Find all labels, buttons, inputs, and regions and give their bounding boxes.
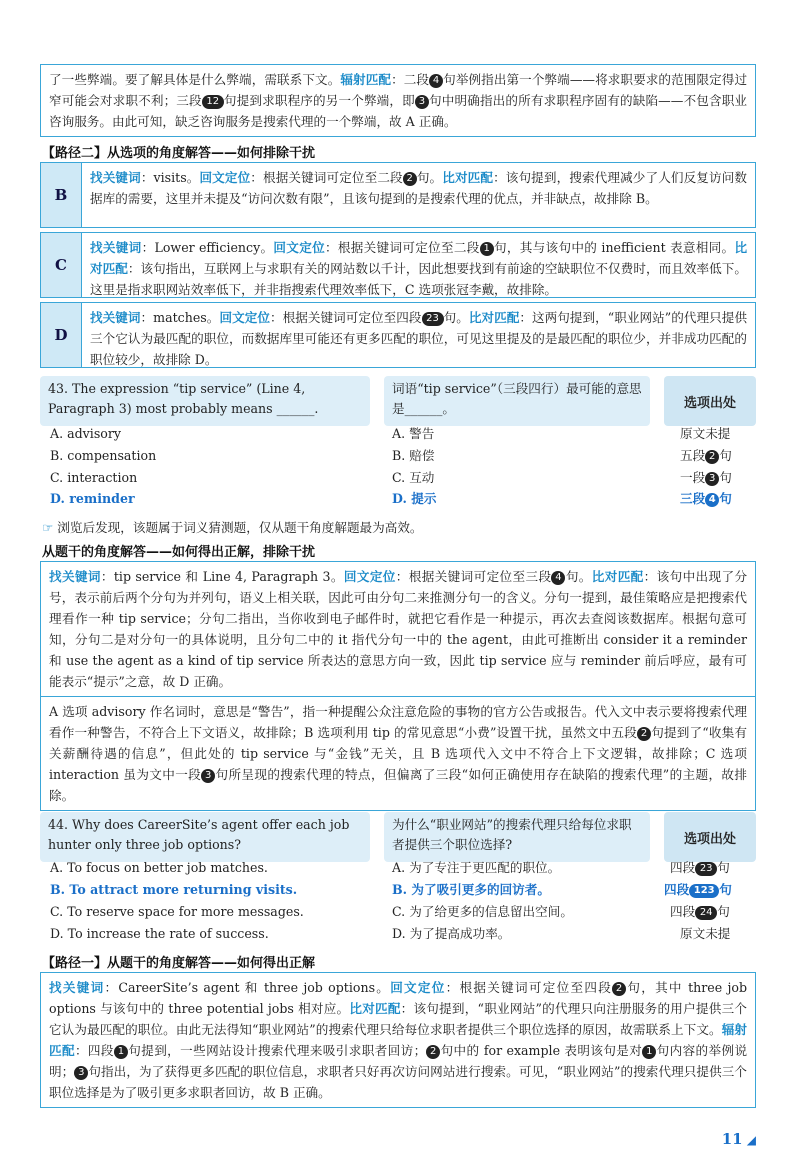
q43-stem-header: 从题干的角度解答——如何得出正解，排除干扰 <box>42 545 316 560</box>
option-b-row <box>40 162 756 228</box>
option-letter: C <box>41 233 82 297</box>
page-number: 11 ◢ <box>721 1130 756 1148</box>
q44-option-d-zh: D. 为了提高成功率。 <box>392 926 511 941</box>
q44-option-c-en: C. To reserve space for more messages. <box>50 904 304 919</box>
q44-option-c-zh: C. 为了给更多的信息留出空间。 <box>392 904 573 919</box>
option-source-header: 选项出处 <box>664 812 756 862</box>
q43-source-d: 三段 4 句 <box>680 491 732 506</box>
sentence-number: 4 <box>429 74 443 88</box>
sentence-number: 3 <box>415 95 429 109</box>
route2-header: 【路径二】从选项的角度解答——如何排除干扰 <box>42 146 316 161</box>
option-letter: B <box>41 163 82 227</box>
question-43-zh: 词语“tip service”（三段四行）最可能的意思是______。 <box>384 376 650 426</box>
q44-source-a: 四段 23 句 <box>670 860 730 875</box>
book-icon: ◢ <box>742 1133 756 1147</box>
pointing-hand-icon: ☞ <box>42 520 58 535</box>
q44-option-d-en: D. To increase the rate of success. <box>50 926 269 941</box>
q43-analysis-para2: A 选项 advisory 作名词时，意思是“警告”，指一种提醒公众注意危险的事物的官方公告或报告。代入文中表示要将搜索代理看作一种警告，不符合上下文语义，故排除；B 选项利用 tip 的常见意思“小费”设置干扰，虽然文中五段 2 句提到了“收集有关薪酬待遇的信息”，但此处的 tip service 与“金钱”无关，且 B 选项代入文中不符合上下文逻辑，故排除；C 选项 interaction 虽为文中一段 3 句所呈现的搜索代理的特点，但偏离了三段“如何正确使用存在缺陷的搜索代理”的主题，故排除。 <box>49 704 747 803</box>
route1-header: 【路径一】从题干的角度解答——如何得出正解 <box>42 956 316 971</box>
q43-option-d-zh: D. 提示 <box>392 491 437 506</box>
q44-source-c: 四段 24 句 <box>670 904 730 919</box>
continuation-paragraph: 了一些弊端。要了解具体是什么弊端，需联系下文。辐射匹配：二段 4 句举例指出第一个弊端——将求职要求的范围限定得过窄可能会对求职不利；三段 12 句提到求职程序的另一个弊端，即 3 句中明确指出的所有求职程序固有的缺陷——不包含职业咨询服务。由此可知，缺乏咨询服务是搜索代理的一个弊端，故 A 正确。 <box>49 72 748 129</box>
q44-source-d: 原文未提 <box>680 926 731 941</box>
q43-source-c: 一段 3 句 <box>680 470 732 485</box>
q44-analysis-para: 找关键词：CareerSite’s agent 和 three job options。回文定位：根据关键词可定位至四段 2 句，其中 three job options 与该句中的 three potential jobs 相对应。比对匹配：该句提到，“职业网站”的代理只向注册服务的用户提供三个它认为最匹配的职位。由此无法得知“职业网站”的搜索代理只给每位求职者提供三个职位选择的原因，故需联系上下文。辐射匹配：四段 1 句提到，一些网站设计搜索代理来吸引求职者回访； 2 句中的 for example 表明该句是对 1 句内容的举例说明； 3 句指出，为了获得更多匹配的职位信息，求职者只好再次访问网站进行搜索。可见，“职业网站”的搜索代理只提供三个职位选择是为了吸引更多求职者回访，故 B 正确。 <box>49 980 748 1100</box>
q43-option-a-zh: A. 警告 <box>392 426 435 441</box>
q43-source-a: 原文未提 <box>680 426 731 441</box>
q43-analysis-para1: 找关键词：tip service 和 Line 4, Paragraph 3。回文定位：根据关键词可定位至三段 4 句。比对匹配：该句中出现了分号，表示前后两个分句为并列句，语义上相关联，因此可由分句二来推测分句一的含义。分句一提到，最佳策略应是把搜索代理看作一种 tip service；分句二指出，当你收到电子邮件时，就把它看作是一种提示，再次去查阅该数据库。根据句意可知，分句二是对分句一的具体说明，且分句二中的 it 指代分句一中的 the agent，由此可推断出 consider it a reminder 和 use the agent as a kind of tip service 所表达的意思方向一致，因此 tip service 应与 reminder 前后呼应，最有可能表示“提示”之意，故 D 正确。 <box>49 569 748 689</box>
q43-option-c-en: C. interaction <box>50 470 138 485</box>
q44-analysis-box <box>40 972 756 1108</box>
q43-note: ☞ 浏览后发现，该题属于词义猜测题，仅从题干角度解题最为高效。 <box>42 520 423 535</box>
q43-option-b-zh: B. 赔偿 <box>392 448 435 463</box>
q44-option-b-zh: B. 为了吸引更多的回访者。 <box>392 882 550 897</box>
question-43-header <box>40 376 756 430</box>
option-c-row <box>40 232 756 298</box>
option-letter: D <box>41 303 82 367</box>
q44-source-b: 四段 123 句 <box>664 882 732 897</box>
option-d-analysis: 找关键词：matches。回文定位：根据关键词可定位至四段 23 句。比对匹配：这两句提到，“职业网站”的代理只提供三个它认为最匹配的职位，而数据库里可能还有更多匹配的职位，可见这里提及的是最匹配的职位少，并非成功匹配的职位较少，故排除 D。 <box>90 310 748 367</box>
option-source-header: 选项出处 <box>664 376 756 426</box>
q43-option-d-en: D. reminder <box>50 491 135 506</box>
option-c-analysis: 找关键词：Lower efficiency。回文定位：根据关键词可定位至二段 1 句，其与该句中的 inefficient 表意相同。比对匹配：该句指出，互联网上与求职有关的网站数以千计，因此想要找到有前途的空缺职位不仅费时，而且效率低下。这里是指求职网站效率低下，并非指搜索代理效率低下，C 选项张冠李戴，故排除。 <box>90 240 748 297</box>
q43-option-b-en: B. compensation <box>50 448 157 463</box>
q43-option-c-zh: C. 互动 <box>392 470 435 485</box>
question-44-en: 44. Why does CareerSite’s agent offer each job hunter only three job options? <box>40 812 370 862</box>
option-d-row <box>40 302 756 368</box>
question-44-zh: 为什么“职业网站”的搜索代理只给每位求职者提供三个职位选择? <box>384 812 650 862</box>
q44-option-b-en: B. To attract more returning visits. <box>50 882 298 897</box>
q43-source-b: 五段 2 句 <box>680 448 732 463</box>
continuation-box <box>40 64 756 137</box>
sentence-number: 12 <box>202 95 224 109</box>
q44-option-a-zh: A. 为了专注于更匹配的职位。 <box>392 860 561 875</box>
option-b-analysis: 找关键词：visits。回文定位：根据关键词可定位至二段 2 句。比对匹配：该句提到，搜索代理减少了人们反复访问数据库的需要，这里并未提及“访问次数有限”，且该句提到的是搜索代理的优点，并非缺点，故排除 B。 <box>90 170 748 206</box>
radiation-match-label: 辐射匹配 <box>340 72 392 87</box>
q44-option-a-en: A. To focus on better job matches. <box>50 860 268 875</box>
question-43-en: 43. The expression “tip service” (Line 4, Paragraph 3) most probably means ______. <box>40 376 370 426</box>
q43-analysis-box <box>40 561 756 811</box>
q43-option-a-en: A. advisory <box>50 426 121 441</box>
